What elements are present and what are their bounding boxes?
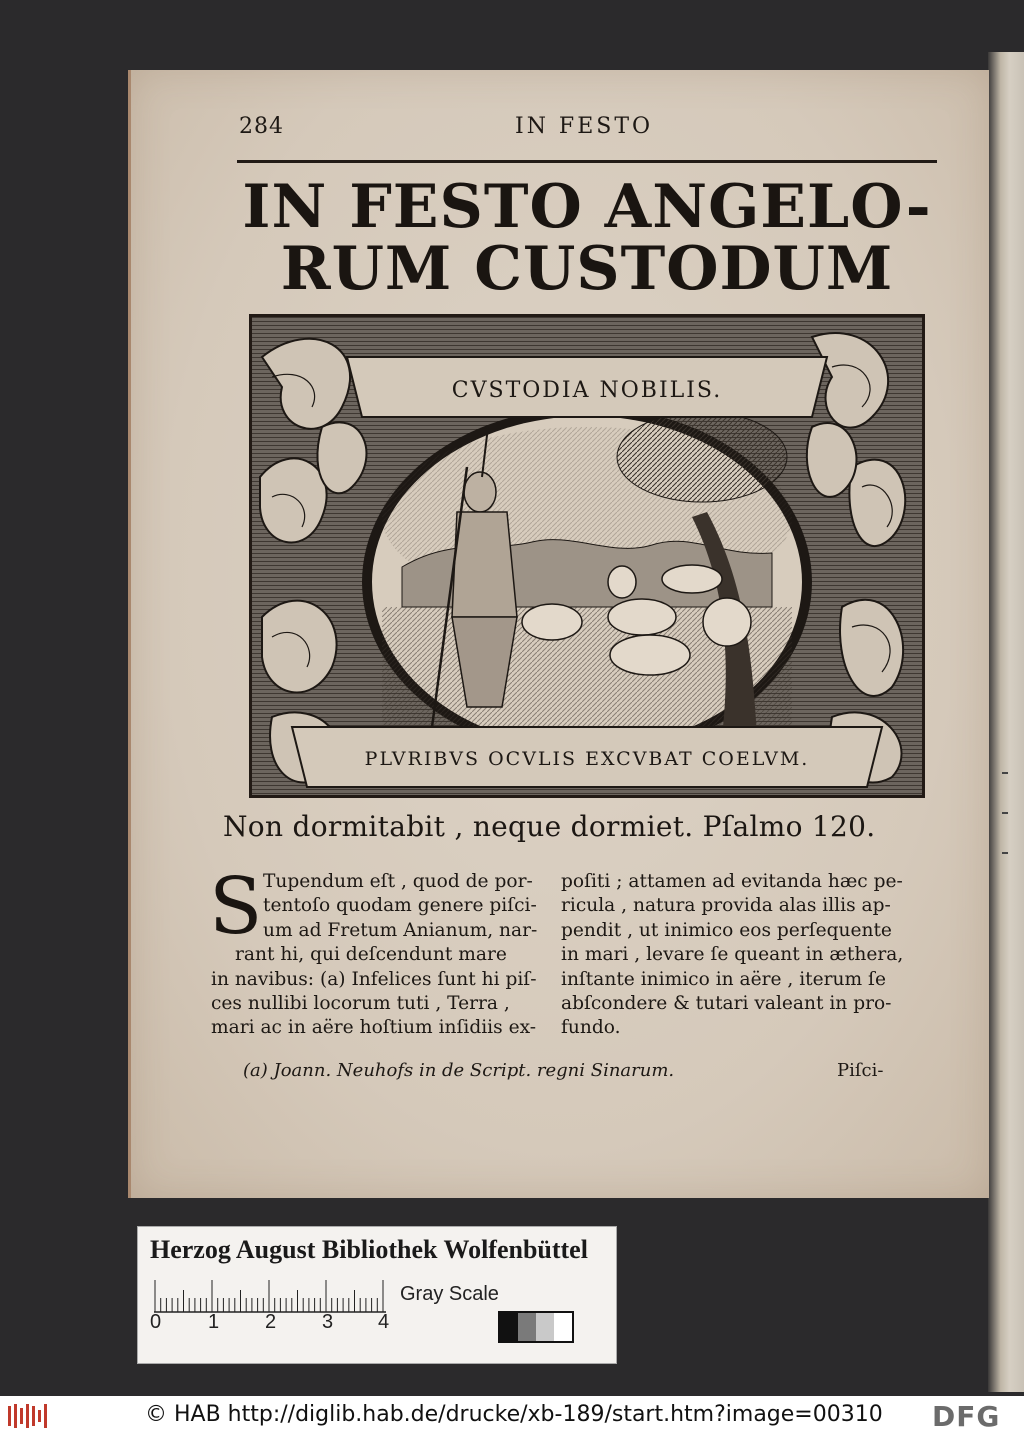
text-line: rant hi, qui deſcendunt mare [235,944,507,966]
dfg-logo: DFG [932,1400,1001,1433]
text-line: Tupendum eſt , quod de por- [263,871,533,892]
text-line: in mari , levare ſe queant in æthera, [561,944,904,966]
chapter-title-line2: RUM CUSTODUM [280,234,894,304]
ruler-number: 3 [322,1311,334,1333]
swatch [554,1313,572,1341]
text-line: um ad Fretum Anianum, nar- [263,919,538,941]
hab-logo-icon [6,1402,50,1430]
text-column-left [209,862,541,1041]
running-head: IN FESTO [515,114,654,139]
copyright-url[interactable]: © HAB http://diglib.hab.de/drucke/xb-189/start.htm?image=00310 [145,1402,883,1427]
banner-bottom-text: PLVRIBVS OCVLIS EXCVBAT COELVM. [364,748,810,770]
text-line: pendit , ut inimico eos perſequente [561,919,892,941]
swatch [518,1313,536,1341]
ruler-ticks [154,1279,394,1313]
viewer-footer [0,1396,1024,1436]
gray-scale-label: Gray Scale [400,1283,499,1305]
gray-scale-swatches [498,1311,574,1343]
swatch [500,1313,518,1341]
drop-cap: S [209,862,263,952]
text-line: ces nullibi locorum tuti , Terra , [211,993,510,1015]
text-column-right [561,870,904,1041]
text-line: fundo. [561,1017,621,1039]
chapter-title-line1: IN FESTO ANGELO- [242,172,932,242]
adjacent-page-edge [988,52,1024,1392]
page-number: 284 [239,114,284,139]
text-line: inſtante inimico in aëre , iterum ſe [561,968,886,990]
emblem-engraving [249,314,925,798]
text-line: ricula , natura provida alas illis ap- [561,895,891,917]
motto-line: Non dormitabit , neque dormiet. Pſalmo 120. [223,810,876,843]
banner-top-text: CVSTODIA NOBILIS. [451,378,723,403]
catchword: Piſci- [837,1060,884,1081]
color-scale-card [137,1226,617,1364]
text-line: poſiti ; attamen ad evitanda hæc pe- [561,871,903,892]
text-line: tentoſo quodam genere piſci- [263,895,537,917]
text-line: abſcondere & tutari valeant in pro- [561,993,892,1015]
ruler-number: 2 [265,1311,277,1333]
book-page [128,70,989,1198]
swatch [536,1313,554,1341]
library-name: Herzog August Bibliothek Wolfenbüttel [150,1235,588,1264]
ruler-number: 1 [208,1311,220,1333]
header-rule [237,160,937,163]
ruler-number: 4 [378,1311,390,1333]
footnote: (a) Joann. Neuhofs in de Script. regni Sinarum. [243,1060,675,1081]
engraving-artwork [252,317,922,795]
text-line: in navibus: (a) Infelices ſunt hi piſ- [211,968,537,990]
text-line: mari ac in aëre hoſtium inſidiis ex- [211,1017,537,1039]
chapter-title [227,172,947,304]
ruler-number: 0 [150,1311,162,1333]
